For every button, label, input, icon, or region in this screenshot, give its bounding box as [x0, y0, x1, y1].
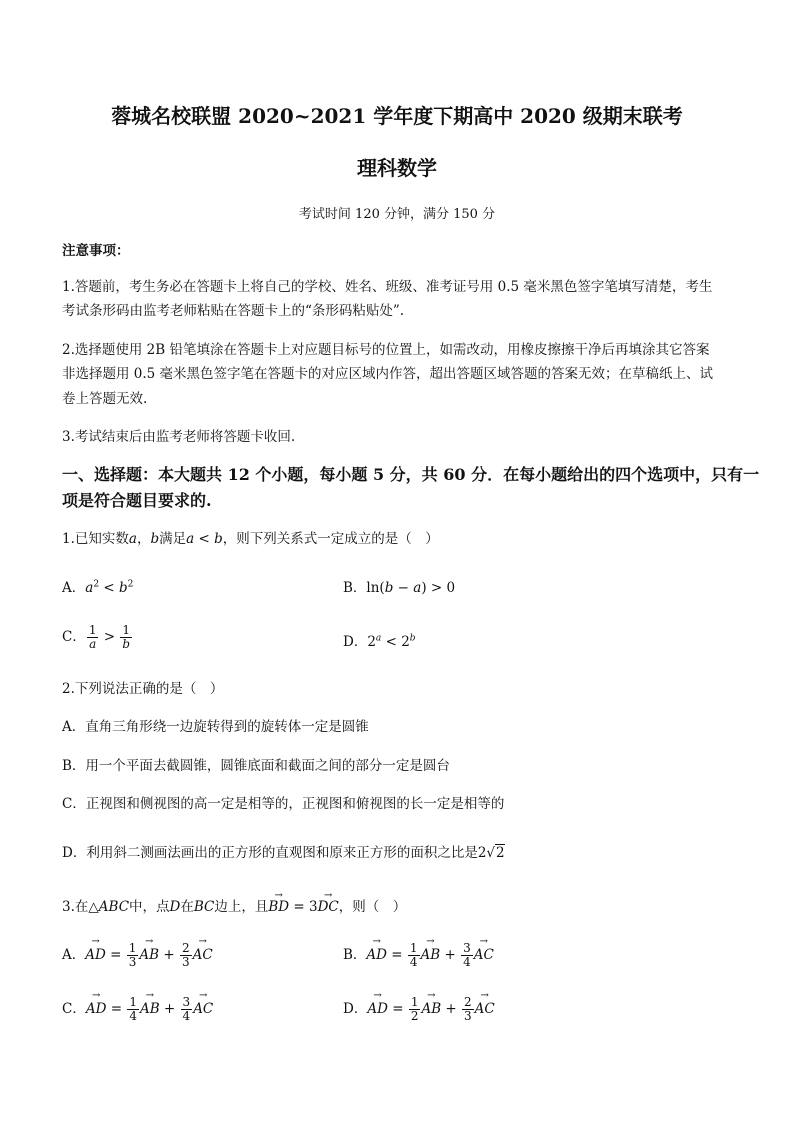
- q2-option-d: D．利用斜二测画法画出的正方形的直观图和原来正方形的面积之比是2√2: [62, 845, 505, 861]
- q1-option-d: D．$2^a < 2^b$: [343, 633, 416, 650]
- section-heading: 一、选择题：本大题共 12 个小题，每小题 5 分，共 60 分．在每小题给出的四个选项中，只有一: [62, 465, 760, 484]
- q1-option-a: A．$a^2 < b^2$: [62, 579, 134, 596]
- q3-option-b: B．→ AD = $\frac{1}{4}$ → AB + $\frac{3}{4}$ → AC: [343, 942, 494, 969]
- note-line: 1.答题前，考生务必在答题卡上将自己的学校、姓名、班级、准考证号用 0.5 毫米黑色签字笔填写清楚，考生: [62, 279, 713, 295]
- question-2-stem: 2.下列说法正确的是（ ）: [62, 681, 224, 697]
- q2-option-c: C．正视图和侧视图的高一定是相等的，正视图和俯视图的长一定是相等的: [62, 796, 505, 812]
- note-line: 考试条形码由监考老师粘贴在答题卡上的“条形码粘贴处”.: [62, 303, 405, 319]
- exam-info: 考试时间 120 分钟，满分 150 分: [298, 207, 496, 222]
- exam-title: 蓉城名校联盟 2020~2021 学年度下期高中 2020 级期末联考: [111, 104, 683, 128]
- q3-option-a: A．→ AD = $\frac{1}{3}$ → AB + $\frac{2}{3}$ → AC: [62, 942, 213, 969]
- section-heading-cont: 项是符合题目要求的.: [62, 491, 212, 510]
- q2-option-b: B．用一个平面去截圆锥，圆锥底面和截面之间的部分一定是圆台: [62, 758, 450, 774]
- exam-subject: 理科数学: [357, 156, 437, 180]
- note-line: 2.选择题使用 2B 铅笔填涂在答题卡上对应题目标号的位置上，如需改动，用橡皮擦擦干净后再填涂其它答案: [62, 342, 710, 358]
- question-1-stem: 1.已知实数a，b满足a < b，则下列关系式一定成立的是（ ）: [62, 531, 439, 547]
- q3-option-d: D．→ AD = $\frac{1}{2}$ → AB + $\frac{2}{3}$ → AC: [343, 996, 495, 1023]
- note-line: 卷上答题无效.: [62, 391, 148, 407]
- q1-option-b: B．ln(b − a) > 0: [343, 580, 456, 596]
- note-line: 3.考试结束后由监考老师将答题卡收回.: [62, 429, 296, 445]
- q3-option-c: C．→ AD = $\frac{1}{4}$ → AB + $\frac{3}{4}$ → AC: [62, 996, 213, 1023]
- q1-option-c: C． $\frac{1}{a}$ > $\frac{1}{b}$: [62, 623, 131, 651]
- question-3-stem: 3.在△ABC中，点D在BC边上，且→ BD = 3→ DC，则（ ）: [62, 896, 738, 918]
- notes-heading: 注意事项：: [62, 243, 130, 259]
- q2-option-a: A．直角三角形绕一边旋转得到的旋转体一定是圆锥: [62, 719, 369, 735]
- note-line: 非选择题用 0.5 毫米黑色签字笔在答题卡的对应区域内作答，超出答题区域答题的答案无效；在草稿纸上、试: [62, 366, 714, 382]
